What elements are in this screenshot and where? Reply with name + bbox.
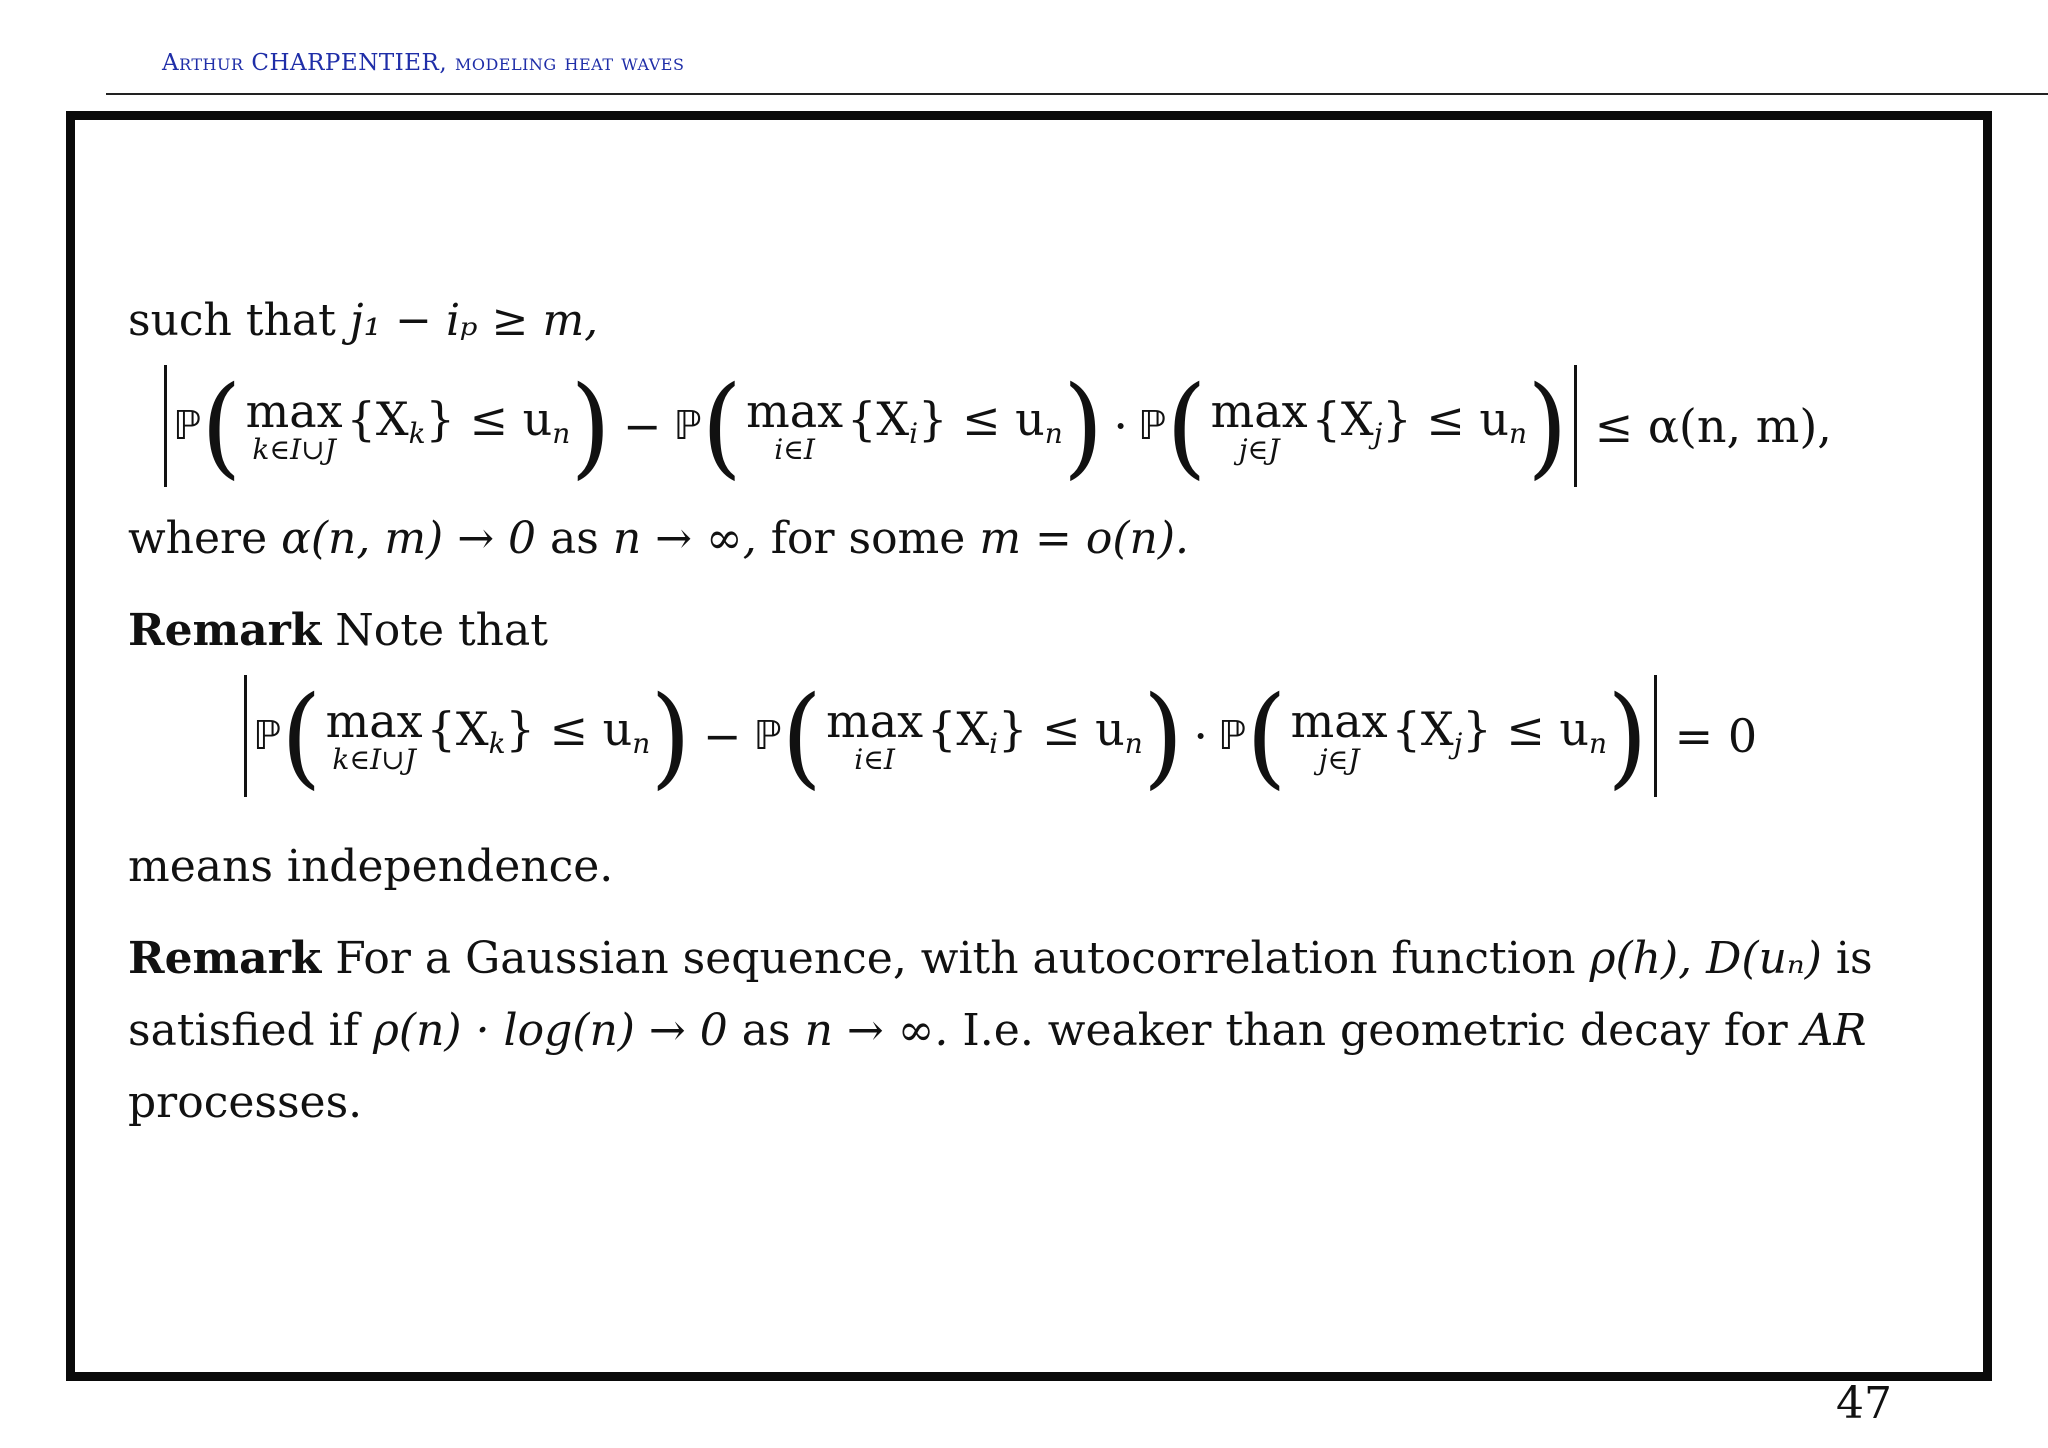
display-equation-2: ℙ ( max k∈I∪J {Xk} ≤ un ) − ℙ ( max i∈I {Xi} ≤ un ) · ℙ ( max j∈J {Xj} ≤ un ) = 0 <box>128 667 1908 817</box>
math-AR: AR <box>1801 1005 1867 1056</box>
idx-i: i <box>909 416 919 450</box>
max-i: max i∈I <box>746 384 844 466</box>
idx-k: k <box>408 416 426 450</box>
text-is: is <box>1835 933 1873 984</box>
text-weaker: I.e. weaker than geometric decay for <box>962 1005 1788 1056</box>
leq-u: } ≤ u <box>425 391 553 446</box>
line-where <box>128 503 1908 575</box>
line-such-that <box>128 285 1908 357</box>
remark-1 <box>128 595 1908 667</box>
max-k <box>245 384 343 466</box>
display-equation-1: ℙ ( max k∈I∪J {Xk} ≤ un ) − ℙ ( max i∈I {Xi} ≤ un ) · ℙ ( max j∈J {Xj} ≤ un ) ≤ α(n, m), <box>128 357 1908 497</box>
slide-content <box>128 285 1908 1139</box>
lim-k: k∈I∪J <box>252 433 336 466</box>
max-j: max j∈J <box>1210 384 1308 466</box>
rhs-alpha: ≤ α(n, m), <box>1594 399 1832 453</box>
page-number: 47 <box>1836 1378 1892 1429</box>
paren-close: ) <box>570 361 611 491</box>
header-rule <box>106 93 2048 95</box>
slide-header: Arthur CHARPENTIER, modeling heat waves <box>162 50 685 76</box>
line-means: means independence. <box>128 841 614 892</box>
term-k: {X <box>346 391 409 446</box>
text-as: as <box>550 513 599 564</box>
lim-i: i∈I <box>774 433 815 466</box>
text-where: where <box>128 513 268 564</box>
math-m-on: m = o(n). <box>979 513 1190 564</box>
idx-j: j <box>1373 416 1383 450</box>
remark-2-label: Remark <box>128 933 322 984</box>
remark-1-label: Remark <box>128 605 322 656</box>
math-j1-ip: j₁ − iₚ ≥ m, <box>349 295 599 346</box>
remark-1-text: Note that <box>335 605 548 656</box>
math-n-inf: n → ∞, <box>612 513 757 564</box>
dot: · <box>1113 399 1129 453</box>
remark-2-text-a: For a Gaussian sequence, with autocorrelation function <box>335 933 1576 984</box>
text-as-2: as <box>741 1005 791 1056</box>
text-for-some: for some <box>770 513 966 564</box>
minus: − <box>622 399 662 453</box>
lim-j: j∈J <box>1238 433 1280 466</box>
text-satisfied-if: satisfied if <box>128 1005 360 1056</box>
text-processes: processes. <box>128 1077 363 1128</box>
math-n-inf-2: n → ∞. <box>804 1005 949 1056</box>
math-rho-h: ρ(h), <box>1589 933 1693 984</box>
max-op: max <box>245 384 343 438</box>
math-alpha: α(n, m) → 0 <box>281 513 537 564</box>
prob-symbol: ℙ <box>173 403 202 449</box>
rhs-zero: = 0 <box>1674 709 1758 763</box>
math-D-un: D(uₙ) <box>1706 933 1822 984</box>
paren-open: ( <box>201 361 242 491</box>
term-j: {X <box>1311 391 1374 446</box>
term-i: {X <box>847 391 910 446</box>
text-such-that: such that <box>128 295 336 346</box>
idx-n: n <box>552 416 571 450</box>
remark-2 <box>128 923 1908 1139</box>
math-rho-log: ρ(n) · log(n) → 0 <box>373 1005 728 1056</box>
abs-bar-left <box>164 365 167 487</box>
